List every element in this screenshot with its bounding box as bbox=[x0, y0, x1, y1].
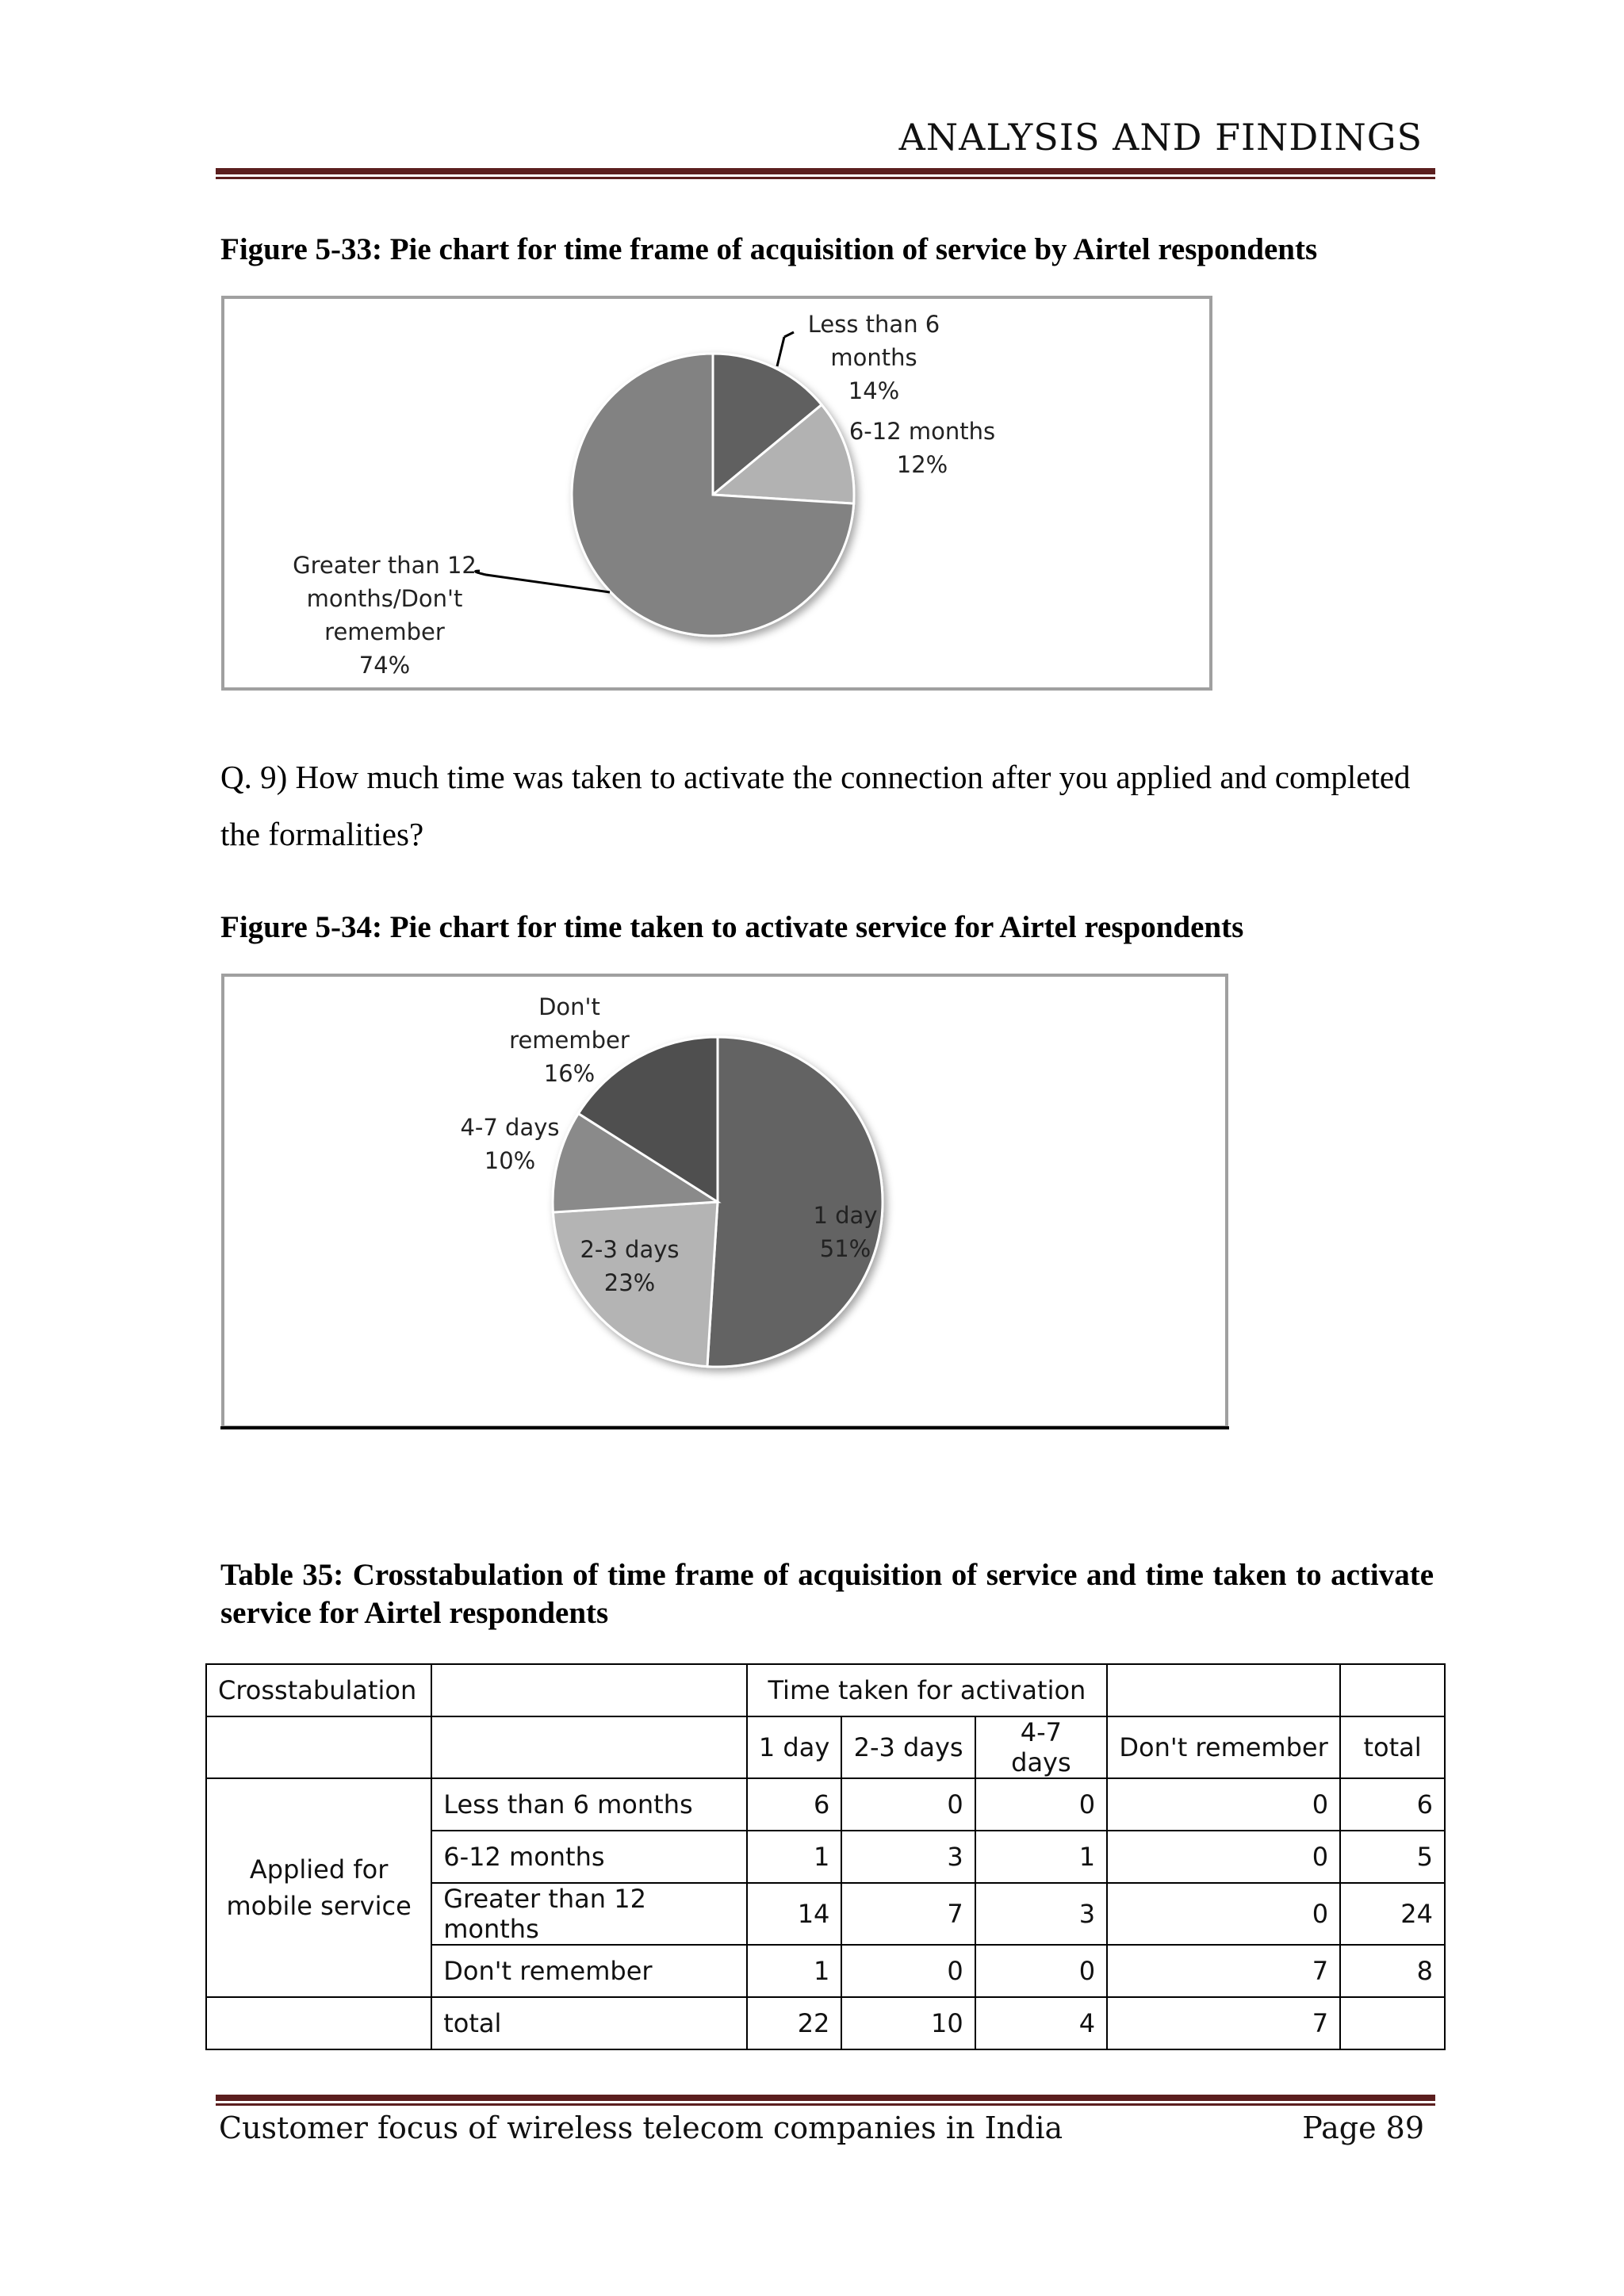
column-header: 1 day bbox=[747, 1716, 842, 1778]
cell: 1 bbox=[747, 1945, 842, 1997]
figure-bottom-rule bbox=[220, 1426, 1229, 1429]
corner-cell: Crosstabulation bbox=[206, 1664, 431, 1716]
cell: 7 bbox=[841, 1883, 975, 1945]
cell: 3 bbox=[975, 1883, 1107, 1945]
slice-label: Don't remember 16% bbox=[509, 993, 630, 1087]
cell: 3 bbox=[841, 1831, 975, 1883]
cell: 6 bbox=[1340, 1778, 1445, 1831]
column-header: 2-3 days bbox=[841, 1716, 975, 1778]
column-header: 4-7 days bbox=[975, 1716, 1107, 1778]
empty-cell bbox=[206, 1716, 431, 1778]
row-group-label: Applied for mobile service bbox=[206, 1778, 431, 1997]
running-header: ANALYSIS AND FINDINGS bbox=[898, 116, 1423, 159]
cell: 0 bbox=[841, 1945, 975, 1997]
empty-cell bbox=[1340, 1664, 1445, 1716]
column-header: total bbox=[1340, 1716, 1445, 1778]
row-label: Don't remember bbox=[431, 1945, 747, 1997]
cell: 0 bbox=[975, 1945, 1107, 1997]
empty-cell bbox=[1107, 1664, 1340, 1716]
cell: 10 bbox=[841, 1997, 975, 2049]
figure-5-34-caption: Figure 5-34: Pie chart for time taken to activate service for Airtel respondents bbox=[220, 910, 1244, 944]
cell: 22 bbox=[747, 1997, 842, 2049]
empty-cell bbox=[431, 1664, 747, 1716]
header-rule-thin bbox=[216, 177, 1435, 179]
table-35-caption: Table 35: Crosstabulation of time frame of acquisition of service and time taken to activate service for Airtel respondents bbox=[220, 1558, 1434, 1630]
cell: 1 bbox=[975, 1831, 1107, 1883]
table-header-row bbox=[206, 1664, 1445, 1716]
empty-cell bbox=[206, 1997, 431, 2049]
cell: 1 bbox=[747, 1831, 842, 1883]
cell: 14 bbox=[747, 1883, 842, 1945]
cell: 24 bbox=[1340, 1883, 1445, 1945]
cell: 0 bbox=[841, 1778, 975, 1831]
slice-label: Greater than 12 months/Don't remember 74% bbox=[293, 552, 477, 679]
table-total-row bbox=[206, 1997, 1445, 2049]
row-label: total bbox=[431, 1997, 747, 2049]
cell: 6 bbox=[747, 1778, 842, 1831]
row-label: 6-12 months bbox=[431, 1831, 747, 1883]
column-header-row bbox=[206, 1716, 1445, 1778]
column-header: Don't remember bbox=[1107, 1716, 1340, 1778]
footer-rule-thin bbox=[216, 2103, 1435, 2106]
group-header: Time taken for activation bbox=[747, 1664, 1107, 1716]
slice-label: 1 day 51% bbox=[813, 1202, 878, 1262]
footer-rule bbox=[216, 2095, 1435, 2101]
cell: 5 bbox=[1340, 1831, 1445, 1883]
cell: 0 bbox=[1107, 1831, 1340, 1883]
cell: 0 bbox=[975, 1778, 1107, 1831]
slice-label: Less than 6 months 14% bbox=[807, 311, 940, 404]
cell bbox=[1340, 1997, 1445, 2049]
leader-line bbox=[777, 337, 784, 366]
row-label: Less than 6 months bbox=[431, 1778, 747, 1831]
leader-line bbox=[476, 571, 610, 592]
slice-label: 6-12 months 12% bbox=[848, 418, 996, 478]
empty-cell bbox=[431, 1716, 747, 1778]
figure-5-33-caption: Figure 5-33: Pie chart for time frame of acquisition of service by Airtel respondents bbox=[220, 232, 1318, 266]
figure-5-34-chart bbox=[221, 974, 1228, 1429]
footer-title: Customer focus of wireless telecom companies in India bbox=[219, 2110, 1063, 2145]
crosstab-table bbox=[205, 1663, 1446, 2050]
cell: 8 bbox=[1340, 1945, 1445, 1997]
cell: 7 bbox=[1107, 1945, 1340, 1997]
header-rule bbox=[216, 168, 1435, 174]
slice-label: 4-7 days 10% bbox=[460, 1114, 560, 1174]
figure-5-33-chart bbox=[221, 296, 1212, 691]
table-row bbox=[206, 1778, 1445, 1831]
leader-line bbox=[784, 332, 794, 337]
question-9: Q. 9) How much time was taken to activate the connection after you applied and completed the formalities? bbox=[220, 759, 1411, 852]
cell: 7 bbox=[1107, 1997, 1340, 2049]
cell: 4 bbox=[975, 1997, 1107, 2049]
cell: 0 bbox=[1107, 1883, 1340, 1945]
row-label: Greater than 12 months bbox=[431, 1883, 747, 1945]
cell: 0 bbox=[1107, 1778, 1340, 1831]
page-number: Page 89 bbox=[1302, 2110, 1424, 2145]
slice-label: 2-3 days 23% bbox=[580, 1236, 680, 1296]
